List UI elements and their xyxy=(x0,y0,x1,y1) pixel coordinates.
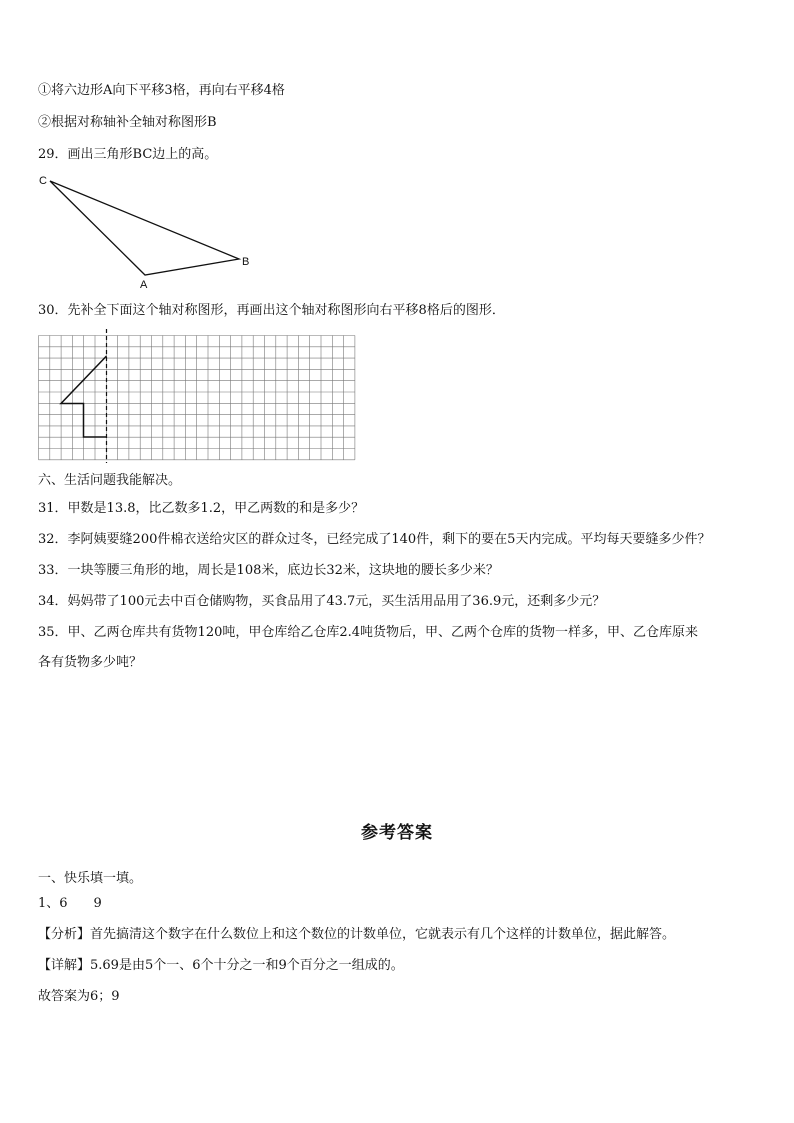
vertex-b-label: B xyxy=(242,256,250,268)
q28-sub1: ①将六边形A向下平移3格，再向右平移4格 xyxy=(38,83,285,98)
square-grid xyxy=(39,336,355,460)
q34-text: 34．妈妈带了100元去中百仓储购物，买食品用了43.7元，买生活用品用了36.9元，还剩多少元？ xyxy=(38,594,606,609)
q29-text: 29．画出三角形BC边上的高。 xyxy=(38,147,218,162)
section6-heading: 六、生活问题我能解决。 xyxy=(38,473,182,488)
triangle-abc xyxy=(50,181,239,275)
q33-text: 33．一块等腰三角形的地，周长是108米，底边长32米，这块地的腰长多少米？ xyxy=(38,563,499,578)
vertex-a-label: A xyxy=(140,279,148,291)
q30-text: 30．先补全下面这个轴对称图形，再画出这个轴对称图形向右平移8格后的图形． xyxy=(38,303,505,318)
answer-1-detail: 【详解】5.69是由5个一、6个十分之一和9个百分之一组成的。 xyxy=(38,958,404,973)
q28-sub2: ②根据对称轴补全轴对称图形B xyxy=(38,115,217,130)
grid-figure xyxy=(38,335,358,461)
answer-1-analysis: 【分析】首先搞清这个数字在什么数位上和这个数位的计数单位，它就表示有几个这样的计数单位，据此解答。 xyxy=(38,927,676,942)
q35-text-line2: 各有货物多少吨？ xyxy=(38,655,143,670)
answer-1: 1、6 9 xyxy=(38,896,102,911)
answers-section1: 一、快乐填一填。 xyxy=(38,871,143,886)
answer-1-conclusion: 故答案为6；9 xyxy=(38,989,120,1004)
triangle-abc-figure xyxy=(30,168,270,291)
answers-title: 参考答案 xyxy=(361,823,433,843)
q31-text: 31．甲数是13.8，比乙数多1.2，甲乙两数的和是多少？ xyxy=(38,501,365,516)
q35-text-line1: 35．甲、乙两仓库共有货物120吨，甲仓库给乙仓库2.4吨货物后，甲、乙两个仓库的货物一样多，甲、乙仓库原来 xyxy=(38,625,699,640)
q32-text: 32．李阿姨要缝200件棉衣送给灾区的群众过冬，已经完成了140件，剩下的要在5天内完成。平均每天要缝多少件？ xyxy=(38,532,711,547)
vertex-c-label: C xyxy=(39,175,47,187)
